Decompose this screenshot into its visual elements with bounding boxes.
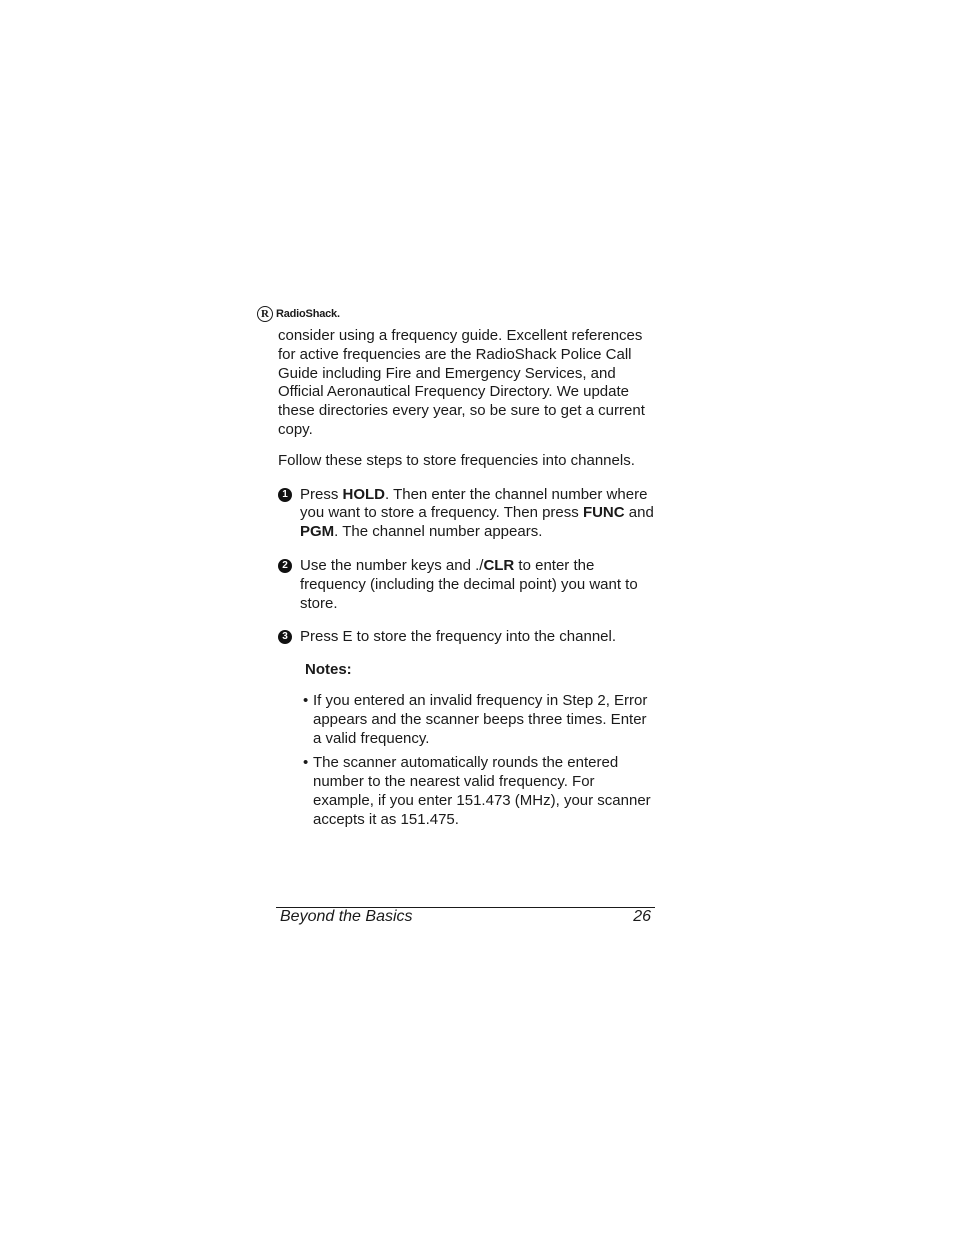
step-3 (278, 628, 656, 647)
intro-paragraph: consider using a frequency guide. Excellent references for active frequencies are the RadioShack Police Call Guide including Fire and Emergency Services, and Official Aeronautical Frequency Directory. We update these directories every year, so be sure to get a current copy. (278, 327, 645, 438)
bullet: • (303, 754, 309, 772)
step-text: Use the number keys and ./ (300, 556, 484, 574)
bullet: • (303, 691, 309, 709)
step-2 (278, 557, 656, 613)
step-text: and (624, 504, 654, 522)
steps-intro-paragraph: Follow these steps to store frequencies into channels. (278, 451, 635, 469)
page-footer (276, 907, 655, 926)
page-number: 26 (633, 908, 651, 925)
note-item (278, 692, 656, 748)
note-item (278, 754, 656, 829)
page-content (278, 327, 656, 830)
key-label: CLR (483, 556, 515, 574)
registered-mark-icon: R (257, 306, 273, 322)
radioshack-logo (257, 306, 340, 322)
notes-heading: Notes: (305, 661, 352, 679)
logo-text: RadioShack. (276, 308, 340, 320)
footer-section-title: Beyond the Basics (280, 908, 413, 925)
note-text: If you entered an invalid frequency in Step 2, Error appears and the scanner beeps three times. Enter a valid frequency. (313, 691, 648, 747)
step-text: to enter the frequency (including the decimal point) you want to store. (300, 556, 638, 612)
step-number-badge: 2 (278, 559, 292, 573)
key-label: PGM (300, 523, 335, 541)
step-1 (278, 486, 656, 542)
step-number-badge: 3 (278, 630, 292, 644)
step-text: Press E to store the frequency into the channel. (300, 628, 617, 646)
step-text: . Then enter the channel number where you want to store a frequency. Then press (300, 485, 648, 522)
step-text: . The channel number appears. (334, 523, 543, 541)
note-text: The scanner automatically rounds the entered number to the nearest valid frequency. For example, if you enter 151.473 (MHz), your scanner accepts it as 151.475. (313, 754, 651, 828)
step-number-badge: 1 (278, 488, 292, 502)
key-label: FUNC (582, 504, 625, 522)
step-text: Press (300, 485, 343, 503)
key-label: HOLD (342, 485, 386, 503)
